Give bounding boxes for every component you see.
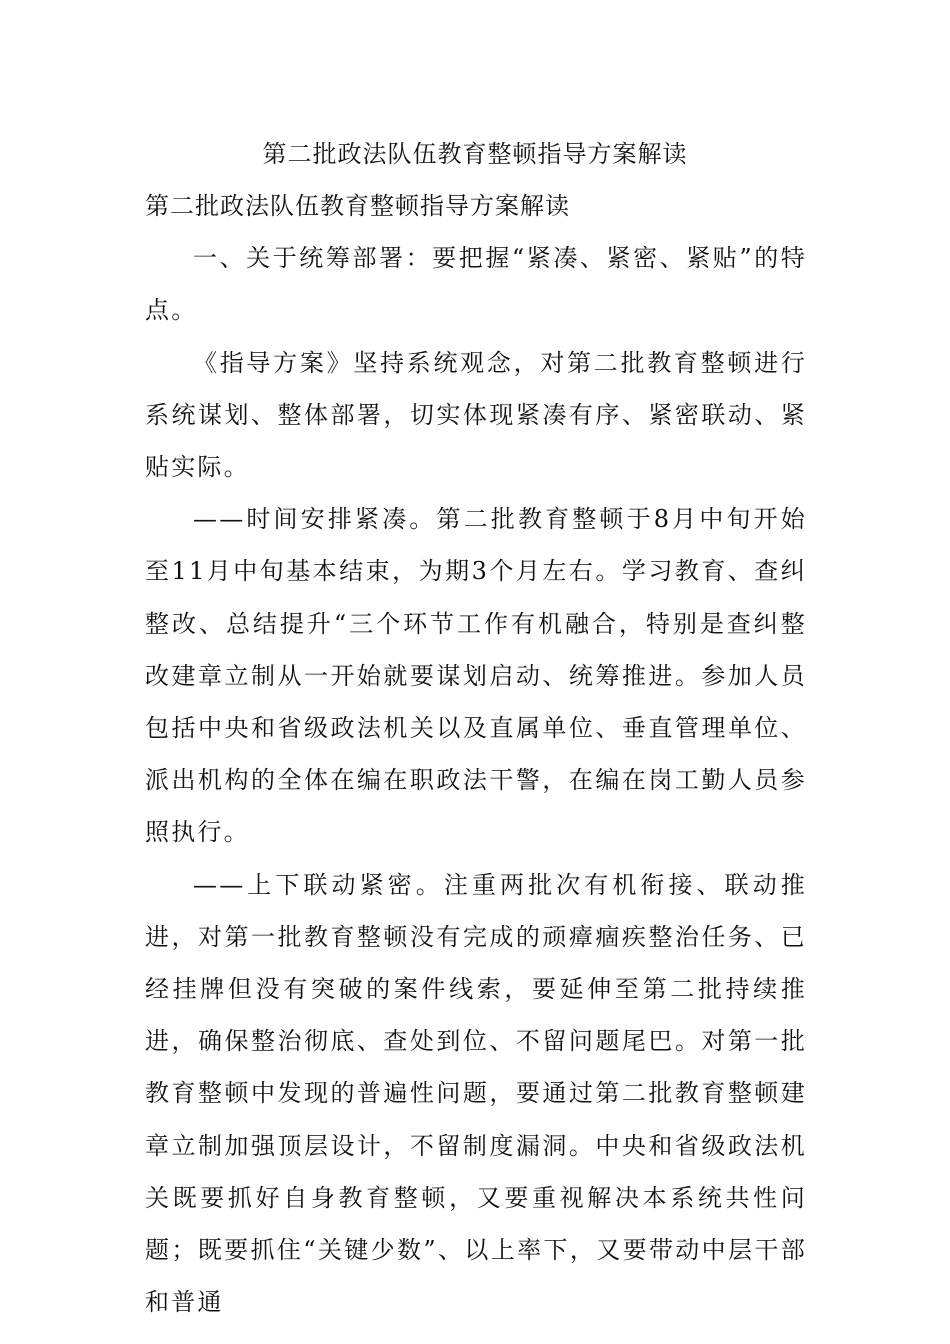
document-subtitle: 第二批政法队伍教育整顿指导方案解读 [145, 192, 570, 220]
document-title: 第二批政法队伍教育整顿指导方案解读 [262, 140, 688, 168]
paragraph-time-arrangement: ——时间安排紧凑。第二批教育整顿于8月中旬开始至11月中旬基本结束，为期3个月左右。学习教育、查纠整改、总结提升“三个环节工作有机融合，特别是查纠整改建章立制从一开始就要谋划启动、统筹推进。参加人员包括中央和省级政法机关以及直属单位、垂直管理单位、派出机构的全体在编在职政法干警，在编在岗工勤人员参照执行。 [145, 505, 807, 847]
paragraph-section-heading: 一、关于统筹部署：要把握“紧凑、紧密、紧贴”的特点。 [145, 244, 807, 325]
paragraph-linkage: ——上下联动紧密。注重两批次有机衔接、联动推进，对第一批教育整顿没有完成的顽瘴痼疾整治任务、已经挂牌但没有突破的案件线索，要延伸至第二批持续推进，确保整治彻底、查处到位、不留问题尾巴。对第一批教育整顿中发现的普遍性问题，要通过第二批教育整顿建章立制加强顶层设计，不留制度漏洞。中央和省级政法机关既要抓好自身教育整顿，又要重视解决本系统共性问题；既要抓住“关键少数”、以上率下，又要带动中层干部和普通 [145, 870, 807, 1317]
paragraph-intro: 《指导方案》坚持系统观念，对第二批教育整顿进行系统谋划、整体部署，切实体现紧凑有序、紧密联动、紧贴实际。 [145, 348, 807, 482]
document-body [145, 180, 807, 1328]
